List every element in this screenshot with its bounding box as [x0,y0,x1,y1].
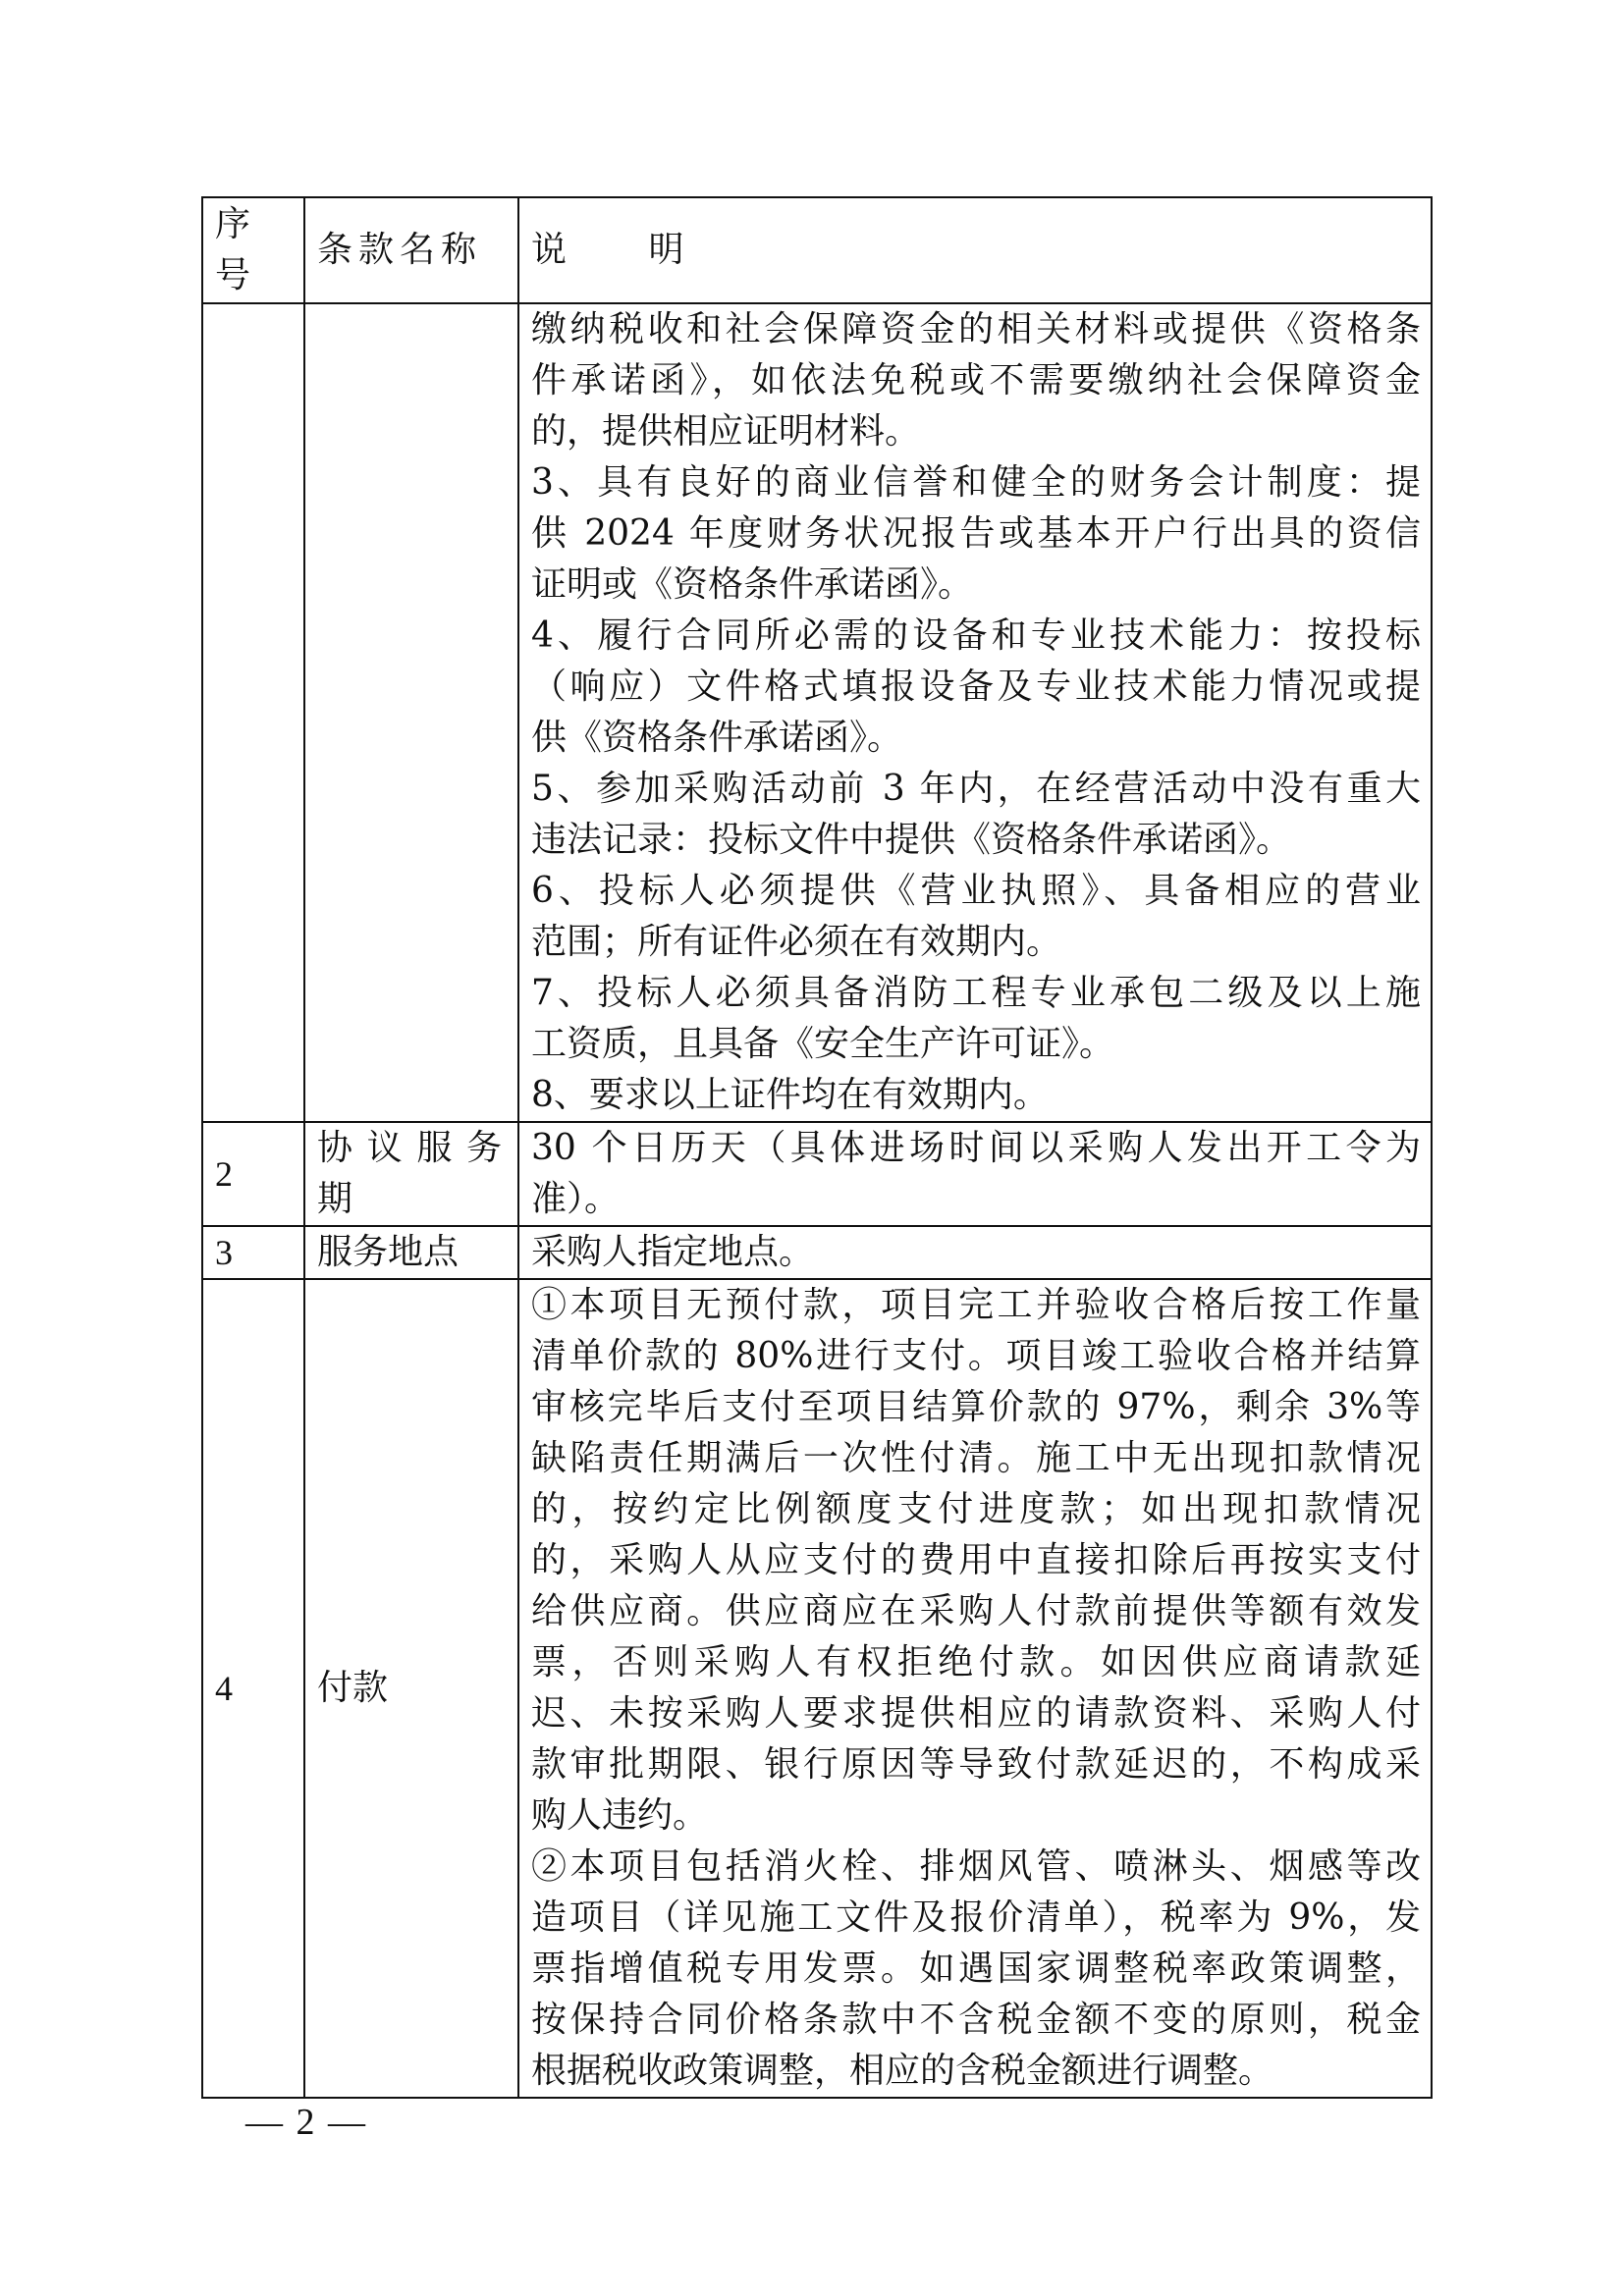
row-name-cell [304,1122,518,1226]
desc-line: ②本项目包括消火栓、排烟风管、喷淋头、烟感等改 [531,1846,1421,1887]
row-desc-cell [518,1279,1432,2098]
desc-line: 的，按约定比例额度支付进度款；如出现扣款情况 [531,1489,1421,1529]
terms-table [201,196,1433,2099]
desc-line: 清单价款的 80%进行支付。项目竣工验收合格并结算 [531,1336,1421,1376]
desc-line: 6、投标人必须提供《营业执照》、具备相应的营业 [531,871,1421,911]
table-header-row [202,197,1432,303]
desc-line: 按保持合同价格条款中不含税金额不变的原则，税金 [531,2000,1421,2040]
row-name-line1: 协议服务 [317,1128,502,1168]
row-seq-cell: 4 [202,1279,304,2098]
desc-line: 缴纳税收和社会保障资金的相关材料或提供《资格条 [531,309,1421,349]
desc-line: 购人违约。 [531,1795,709,1836]
desc-line: 迟、未按采购人要求提供相应的请款资料、采购人付 [531,1693,1421,1734]
desc-line: 根据税收政策调整，相应的含税金额进行调整。 [531,2051,1274,2091]
desc-line: 工资质，且具备《安全生产许可证》。 [531,1024,1115,1064]
desc-line: 票，否则采购人有权拒绝付款。如因供应商请款延 [531,1642,1421,1682]
desc-line: （响应）文件格式填报设备及专业技术能力情况或提 [531,667,1421,707]
row-seq-cell [202,303,304,1122]
row-seq-cell: 3 [202,1226,304,1279]
desc-line: 的，采购人从应支付的费用中直接扣除后再按实支付 [531,1540,1421,1580]
row-desc-cell [518,1122,1432,1226]
row-desc-cell [518,303,1432,1122]
row-seq-cell: 2 [202,1122,304,1226]
desc-line: 审核完毕后支付至项目结算价款的 97%，剩余 3%等 [531,1387,1421,1427]
desc-line: ①本项目无预付款，项目完工并验收合格后按工作量 [531,1285,1421,1325]
desc-line: 供 2024 年度财务状况报告或基本开户行出具的资信 [531,513,1421,554]
row-name-cell: 服务地点 [304,1226,518,1279]
row-name-cell [304,303,518,1122]
header-seq-line1: 序 [215,204,251,244]
desc-line: 款审批期限、银行原因等导致付款延迟的，不构成采 [531,1744,1421,1785]
desc-line: 采购人指定地点。 [531,1232,815,1272]
header-seq-cell [202,197,304,303]
desc-line: 准）。 [531,1179,621,1219]
header-seq-line2: 号 [215,255,251,295]
table-row-qualifications [202,303,1432,1122]
desc-line: 证明或《资格条件承诺函》。 [531,564,974,605]
desc-line: 7、投标人必须具备消防工程专业承包二级及以上施 [531,973,1421,1013]
desc-line: 8、要求以上证件均在有效期内。 [531,1075,1049,1115]
row-name-cell: 付款 [304,1279,518,2098]
table-row-service-period [202,1122,1432,1226]
desc-line: 违法记录：投标文件中提供《资格条件承诺函》。 [531,820,1292,860]
desc-line: 4、履行合同所必需的设备和专业技术能力：按投标 [531,615,1421,656]
desc-line: 30 个日历天（具体进场时间以采购人发出开工令为 [531,1128,1421,1168]
desc-line: 票指增值税专用发票。如遇国家调整税率政策调整， [531,1949,1421,1989]
header-desc-cell: 说 明 [518,197,1432,303]
desc-line: 供《资格条件承诺函》。 [531,718,903,758]
desc-line: 件承诺函》，如依法免税或不需要缴纳社会保障资金 [531,360,1421,400]
row-name-line2: 期 [317,1179,353,1219]
desc-line: 3、具有良好的商业信誉和健全的财务会计制度：提 [531,462,1421,503]
page-number: — 2 — [245,2102,367,2143]
desc-line: 的，提供相应证明材料。 [531,411,921,452]
table-row-payment [202,1279,1432,2098]
desc-line: 5、参加采购活动前 3 年内，在经营活动中没有重大 [531,769,1421,809]
desc-line: 范围；所有证件必须在有效期内。 [531,922,1062,962]
table-row-service-location [202,1226,1432,1279]
desc-line: 造项目（详见施工文件及报价清单），税率为 9%，发 [531,1897,1421,1938]
desc-line: 给供应商。供应商应在采购人付款前提供等额有效发 [531,1591,1421,1631]
row-desc-cell [518,1226,1432,1279]
desc-line: 缺陷责任期满后一次性付清。施工中无出现扣款情况 [531,1438,1421,1478]
header-name-cell: 条款名称 [304,197,518,303]
